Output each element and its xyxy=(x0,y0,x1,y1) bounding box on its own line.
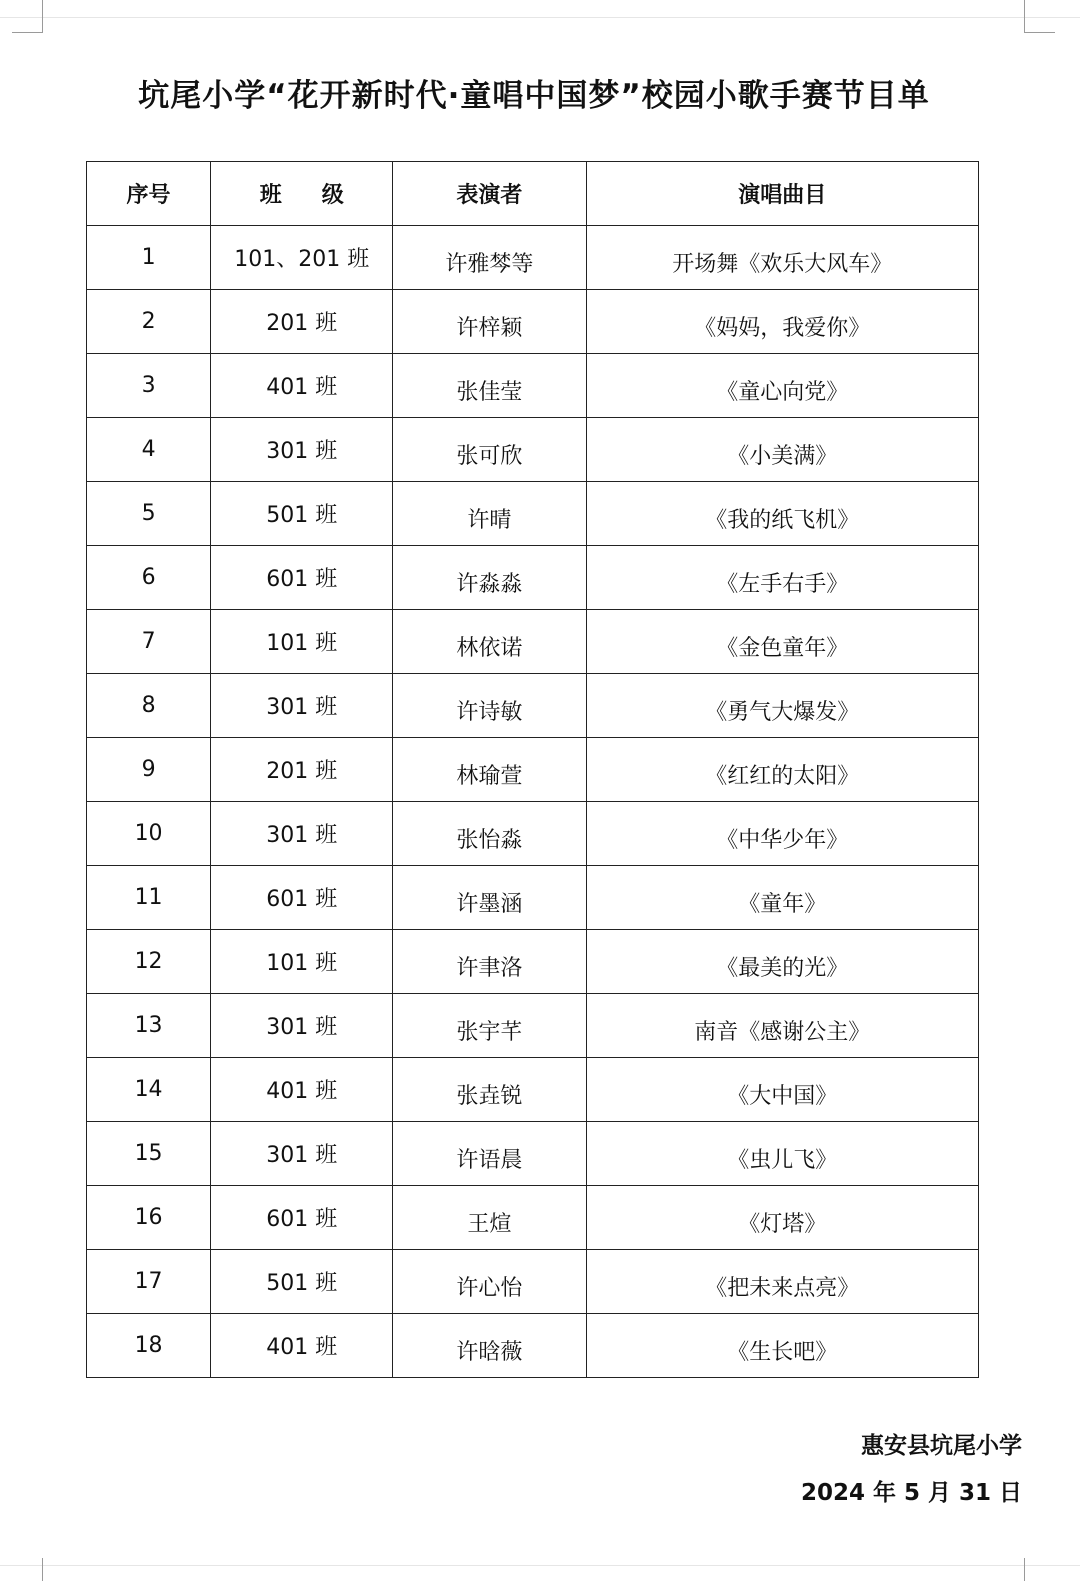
row-number-text: 5 xyxy=(141,501,156,526)
row-performer-text: 许晴 xyxy=(467,508,512,533)
header-class-part1: 班 xyxy=(259,183,282,208)
row-number-text: 11 xyxy=(134,885,163,910)
table-row xyxy=(87,738,979,802)
row-song xyxy=(586,866,978,930)
row-number xyxy=(87,482,211,546)
document-date: 2024 年 5 月 31 日 xyxy=(800,1480,1022,1506)
table-row xyxy=(87,1186,979,1250)
row-class xyxy=(211,1122,393,1186)
row-class xyxy=(211,674,393,738)
row-class xyxy=(211,1186,393,1250)
row-number xyxy=(87,418,211,482)
row-number xyxy=(87,1250,211,1314)
row-number-text: 4 xyxy=(141,437,156,462)
row-class-text: 201 班 xyxy=(266,311,338,336)
row-performer xyxy=(393,226,586,290)
row-song-text: 《勇气大爆发》 xyxy=(705,700,860,725)
row-class-text: 201 班 xyxy=(266,759,338,784)
crop-mark-top-right xyxy=(1024,0,1055,33)
row-song-text: 《妈妈，我爱你》 xyxy=(694,316,871,341)
row-song xyxy=(586,738,978,802)
row-class xyxy=(211,930,393,994)
row-class-text: 101 班 xyxy=(266,951,338,976)
row-performer xyxy=(393,1314,586,1378)
row-number xyxy=(87,1186,211,1250)
row-class-text: 401 班 xyxy=(266,375,338,400)
row-song-text: 《童心向党》 xyxy=(716,380,849,405)
table-row xyxy=(87,418,979,482)
row-class-text: 501 班 xyxy=(266,1271,338,1296)
document-title: 坑尾小学“花开新时代·童唱中国梦”校园小歌手赛节目单 xyxy=(138,78,930,114)
table-row xyxy=(87,866,979,930)
row-performer-text: 许墨涵 xyxy=(456,892,523,917)
row-performer-text: 许淼淼 xyxy=(456,572,523,597)
table-row xyxy=(87,1250,979,1314)
table-row xyxy=(87,994,979,1058)
row-song xyxy=(586,1122,978,1186)
row-class xyxy=(211,482,393,546)
row-number-text: 14 xyxy=(134,1077,163,1102)
row-performer-text: 许梓颖 xyxy=(456,316,523,341)
crop-mark-top-left xyxy=(12,0,43,33)
row-performer-text: 张可欣 xyxy=(456,444,523,469)
row-song-text: 《我的纸飞机》 xyxy=(705,508,860,533)
row-performer-text: 张宇芊 xyxy=(456,1020,523,1045)
row-class-text: 401 班 xyxy=(266,1335,338,1360)
row-song-text: 《把未来点亮》 xyxy=(705,1276,860,1301)
row-number xyxy=(87,354,211,418)
row-performer-text: 林瑜萱 xyxy=(456,764,523,789)
row-performer-text: 许聿洛 xyxy=(456,956,523,981)
header-number: 序号 xyxy=(87,162,211,226)
row-class-text: 101、201 班 xyxy=(234,247,370,272)
row-number-text: 6 xyxy=(141,565,156,590)
row-class-text: 601 班 xyxy=(266,567,338,592)
row-number-text: 15 xyxy=(134,1141,163,1166)
row-song xyxy=(586,546,978,610)
table-row xyxy=(87,610,979,674)
row-class xyxy=(211,610,393,674)
row-song-text: 《童年》 xyxy=(738,892,827,917)
page-bottom-edge xyxy=(0,1565,1080,1566)
row-class xyxy=(211,1250,393,1314)
row-class-text: 301 班 xyxy=(266,439,338,464)
row-performer-text: 张怡淼 xyxy=(456,828,523,853)
table-row xyxy=(87,802,979,866)
row-class xyxy=(211,226,393,290)
row-song xyxy=(586,226,978,290)
crop-mark-bottom-right xyxy=(1024,1558,1055,1581)
row-class-text: 601 班 xyxy=(266,887,338,912)
row-class-text: 301 班 xyxy=(266,1143,338,1168)
row-song xyxy=(586,802,978,866)
row-song-text: 《最美的光》 xyxy=(716,956,849,981)
row-song xyxy=(586,1250,978,1314)
row-class-text: 401 班 xyxy=(266,1079,338,1104)
row-number-text: 8 xyxy=(141,693,156,718)
row-number xyxy=(87,802,211,866)
row-performer-text: 张佳莹 xyxy=(456,380,523,405)
row-number xyxy=(87,930,211,994)
row-number xyxy=(87,226,211,290)
row-song xyxy=(586,1186,978,1250)
table-row xyxy=(87,1314,979,1378)
row-number xyxy=(87,1122,211,1186)
program-table xyxy=(86,161,979,1378)
header-song: 演唱曲目 xyxy=(586,162,978,226)
row-performer-text: 许语晨 xyxy=(456,1148,523,1173)
row-class xyxy=(211,738,393,802)
row-performer xyxy=(393,546,586,610)
row-performer xyxy=(393,482,586,546)
table-row xyxy=(87,354,979,418)
row-song xyxy=(586,290,978,354)
row-performer xyxy=(393,738,586,802)
row-song-text: 《生长吧》 xyxy=(727,1340,838,1365)
row-song xyxy=(586,994,978,1058)
row-song xyxy=(586,418,978,482)
row-performer xyxy=(393,418,586,482)
table-row xyxy=(87,546,979,610)
row-class xyxy=(211,994,393,1058)
row-number-text: 7 xyxy=(141,629,156,654)
row-performer xyxy=(393,994,586,1058)
table-row xyxy=(87,930,979,994)
row-number-text: 18 xyxy=(134,1333,163,1358)
row-song xyxy=(586,1314,978,1378)
row-performer-text: 许晗薇 xyxy=(456,1340,523,1365)
row-class xyxy=(211,1058,393,1122)
row-number-text: 12 xyxy=(134,949,163,974)
row-number xyxy=(87,994,211,1058)
row-number xyxy=(87,674,211,738)
row-song xyxy=(586,610,978,674)
row-class xyxy=(211,866,393,930)
row-class xyxy=(211,802,393,866)
row-performer xyxy=(393,610,586,674)
row-performer xyxy=(393,866,586,930)
row-number xyxy=(87,1058,211,1122)
table-row xyxy=(87,1058,979,1122)
row-number-text: 16 xyxy=(134,1205,163,1230)
row-performer xyxy=(393,674,586,738)
row-number xyxy=(87,290,211,354)
row-song-text: 《小美满》 xyxy=(727,444,838,469)
row-class-text: 501 班 xyxy=(266,503,338,528)
row-number-text: 10 xyxy=(134,821,163,846)
row-song-text: 《中华少年》 xyxy=(716,828,849,853)
row-class xyxy=(211,290,393,354)
row-performer-text: 许雅棽等 xyxy=(445,252,534,277)
row-number xyxy=(87,1314,211,1378)
row-song xyxy=(586,1058,978,1122)
row-song-text: 《虫儿飞》 xyxy=(727,1148,838,1173)
row-song-text: 《红红的太阳》 xyxy=(705,764,860,789)
row-song-text: 《灯塔》 xyxy=(738,1212,827,1237)
row-number xyxy=(87,866,211,930)
row-performer xyxy=(393,354,586,418)
row-song xyxy=(586,674,978,738)
table-header-row xyxy=(87,162,979,226)
school-signature: 惠安县坑尾小学 xyxy=(861,1433,1022,1459)
row-song-text: 南音《感谢公主》 xyxy=(694,1020,871,1045)
row-class xyxy=(211,1314,393,1378)
row-song xyxy=(586,482,978,546)
table-row xyxy=(87,226,979,290)
row-performer xyxy=(393,1250,586,1314)
row-number-text: 3 xyxy=(141,373,156,398)
row-song xyxy=(586,354,978,418)
row-performer xyxy=(393,1186,586,1250)
row-number xyxy=(87,546,211,610)
row-performer xyxy=(393,1058,586,1122)
row-performer-text: 王煊 xyxy=(467,1212,512,1237)
row-performer xyxy=(393,1122,586,1186)
row-song-text: 《左手右手》 xyxy=(716,572,849,597)
row-song-text: 《大中国》 xyxy=(727,1084,838,1109)
row-number-text: 1 xyxy=(141,245,156,270)
row-number-text: 9 xyxy=(141,757,156,782)
page-top-edge xyxy=(0,17,1080,18)
row-number xyxy=(87,738,211,802)
row-performer xyxy=(393,802,586,866)
row-class-text: 101 班 xyxy=(266,631,338,656)
row-number-text: 13 xyxy=(134,1013,163,1038)
header-performer: 表演者 xyxy=(393,162,586,226)
header-class-part2: 级 xyxy=(321,183,344,208)
row-performer-text: 许心怡 xyxy=(456,1276,523,1301)
row-performer xyxy=(393,930,586,994)
row-class-text: 301 班 xyxy=(266,695,338,720)
row-number xyxy=(87,610,211,674)
row-class-text: 301 班 xyxy=(266,1015,338,1040)
row-class xyxy=(211,354,393,418)
row-class-text: 301 班 xyxy=(266,823,338,848)
table-row xyxy=(87,290,979,354)
row-number-text: 17 xyxy=(134,1269,163,1294)
crop-mark-bottom-left xyxy=(12,1558,43,1581)
table-body xyxy=(87,226,979,1378)
row-performer-text: 林依诺 xyxy=(456,636,523,661)
row-class-text: 601 班 xyxy=(266,1207,338,1232)
row-performer xyxy=(393,290,586,354)
table-row xyxy=(87,482,979,546)
table-row xyxy=(87,1122,979,1186)
row-song-text: 《金色童年》 xyxy=(716,636,849,661)
row-class xyxy=(211,418,393,482)
row-performer-text: 张垚锐 xyxy=(456,1084,523,1109)
header-class xyxy=(211,162,393,226)
row-number-text: 2 xyxy=(141,309,156,334)
row-performer-text: 许诗敏 xyxy=(456,700,523,725)
row-song-text: 开场舞《欢乐大风车》 xyxy=(672,252,893,277)
table-row xyxy=(87,674,979,738)
row-song xyxy=(586,930,978,994)
row-class xyxy=(211,546,393,610)
